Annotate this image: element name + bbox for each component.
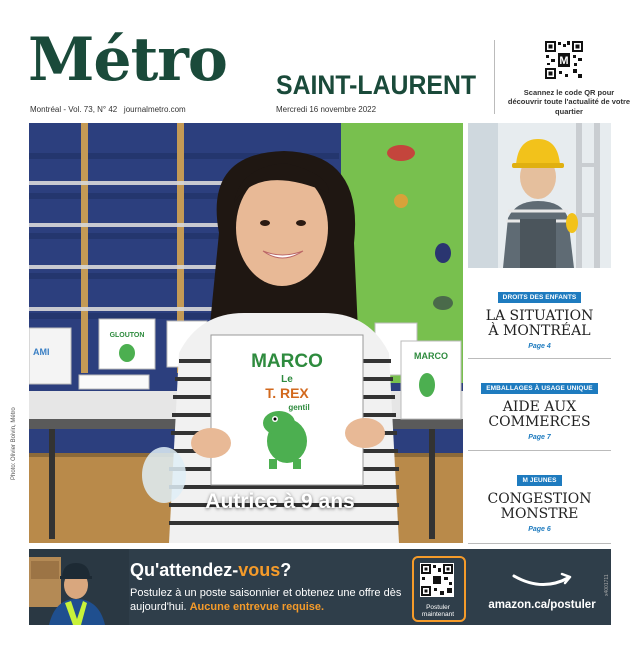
masthead-logo[interactable]: Métro	[28, 25, 227, 95]
story-badge: DROITS DES ENFANTS	[498, 292, 582, 303]
table-book-label-1: GLOUTON	[109, 332, 145, 339]
story-teaser[interactable]	[468, 377, 611, 441]
story-headline[interactable]	[468, 400, 611, 430]
ad-body-text: Postulez à un poste saisonnier et obtenez une offre dès aujourd'hui.	[130, 587, 402, 614]
qr-code-icon[interactable]	[545, 41, 583, 79]
ad-worker-illustration	[29, 549, 129, 625]
ad-qr-label	[410, 604, 466, 618]
story-divider	[468, 543, 611, 544]
story-headline[interactable]	[468, 309, 611, 339]
ad-headline-accent: vous	[238, 560, 281, 580]
volume-number: Montréal - Vol. 73, N° 42	[30, 105, 118, 114]
ad-code: x4001711	[604, 574, 610, 596]
story-headline[interactable]	[468, 492, 611, 522]
story-photo-child-worker[interactable]	[468, 123, 611, 268]
svg-text:MARCO: MARCO	[414, 351, 448, 361]
story-badge: EMBALLAGES À USAGE UNIQUE	[481, 383, 598, 394]
held-book-title-3: T. REX	[265, 385, 309, 401]
story-page-ref[interactable]: Page 7	[528, 434, 551, 442]
ad-body-accent: Aucune entrevue requise.	[189, 601, 325, 614]
story-headline-line: À MONTRÉAL	[488, 323, 591, 340]
ad-qr-label-line: Postuler	[426, 604, 450, 611]
story-headline-line: MONSTRE	[500, 506, 579, 523]
held-book-title-4: gentil	[288, 403, 310, 412]
story-headline-line: AIDE AUX	[502, 399, 577, 415]
cover-photo[interactable]	[29, 123, 463, 543]
story-headline-line: COMMERCES	[488, 414, 591, 431]
qr-letter: M	[559, 55, 569, 67]
ad-body	[130, 586, 410, 615]
story-divider	[468, 358, 611, 359]
story-headline-line: CONGESTION	[487, 491, 592, 507]
story-teaser[interactable]	[468, 286, 611, 350]
story-badge: M JEUNES	[517, 475, 561, 486]
site-link[interactable]: journalmetro.com	[123, 105, 186, 114]
ad-headline-end: ?	[280, 560, 292, 580]
qr-caption: Scannez le code QR pour découvrir toute l'actualité de votre quartier	[507, 88, 631, 116]
ad-qr-label-line: maintenant	[421, 611, 455, 619]
ad-url-link[interactable]: amazon.ca/postuler	[488, 599, 596, 611]
ad-headline-text: Qu'attendez-	[130, 560, 239, 580]
cover-photo-illustration	[29, 123, 463, 543]
story-teaser[interactable]	[468, 469, 611, 533]
table-book-label-2: AMI	[33, 347, 50, 357]
story-divider	[468, 450, 611, 451]
child-worker-illustration	[468, 123, 611, 268]
cover-caption: Autrice à 9 ans	[205, 490, 355, 513]
issue-date: Mercredi 16 novembre 2022	[276, 105, 377, 114]
held-book-title-2: Le	[281, 374, 293, 385]
photo-credit: Photo: Olivier Boivin, Métro	[11, 407, 17, 480]
amazon-smile-icon	[510, 570, 574, 590]
story-headline-line: LA SITUATION	[485, 308, 594, 324]
edition-title: SAINT-LAURENT	[276, 70, 477, 100]
issue-info	[30, 105, 186, 114]
ad-headline	[130, 560, 291, 581]
story-page-ref[interactable]: Page 4	[528, 343, 551, 351]
masthead-divider	[494, 40, 495, 114]
ad-qr-code-icon[interactable]	[420, 563, 454, 597]
held-book-title-1: MARCO	[251, 351, 323, 372]
story-page-ref[interactable]: Page 6	[528, 526, 551, 534]
